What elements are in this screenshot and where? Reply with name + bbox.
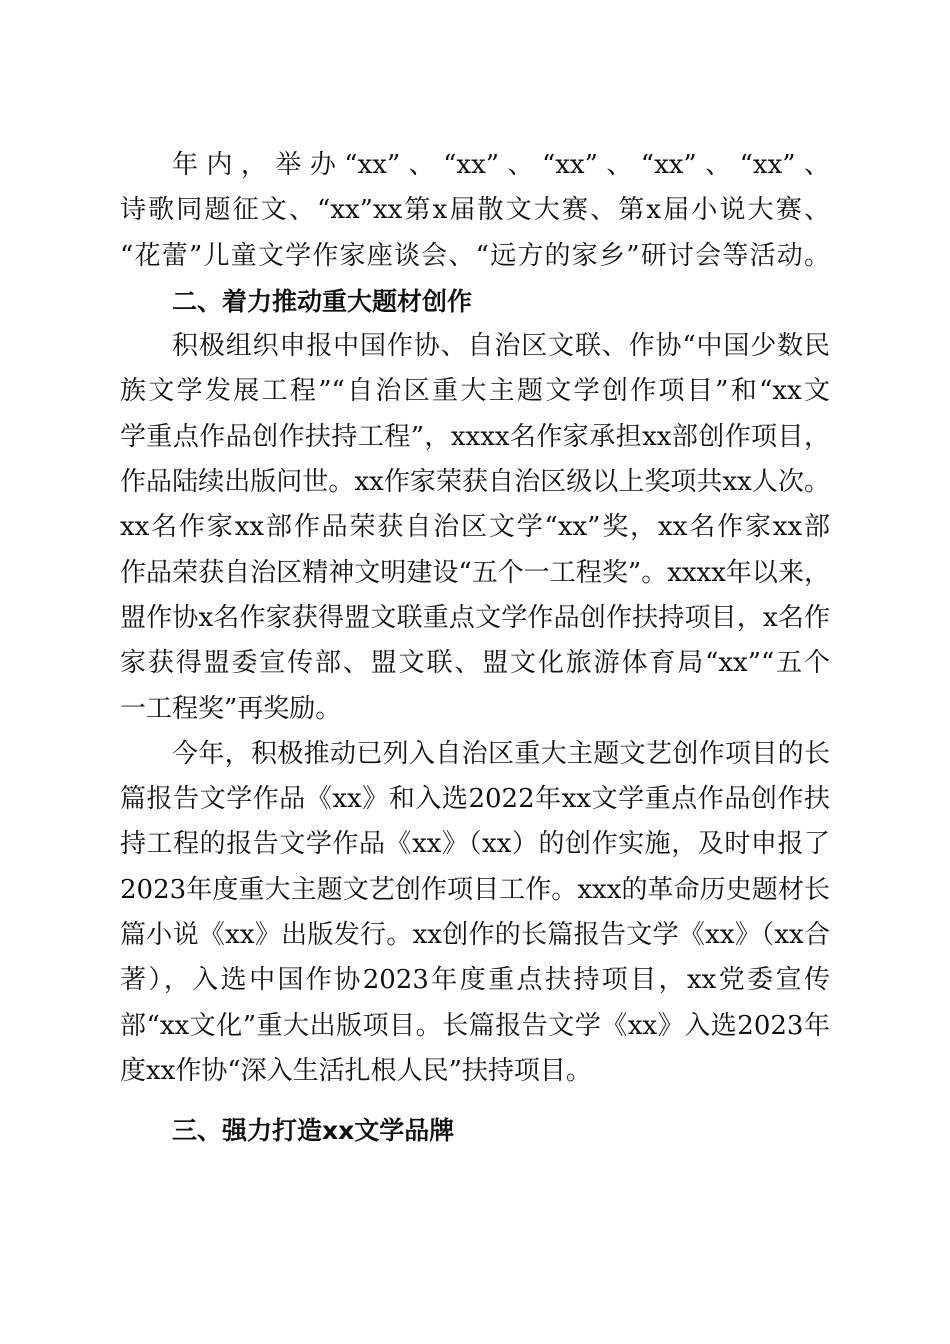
text-line: 度xx作协“深入生活扎根人民”扶持项目。 (120, 1055, 592, 1086)
document-body (120, 143, 830, 1154)
paragraph-activities (120, 143, 830, 279)
paragraph-major-works (120, 324, 830, 732)
text-line: 持工程的报告文学作品《xx》（xx）的创作实施，及时申报了 (120, 829, 830, 860)
text-line: 盟作协x名作家获得盟文联重点文学作品创作扶持项目，x名作 (120, 602, 830, 633)
text-line: 2023年度重大主题文艺创作项目工作。xxx的革命历史题材长 (120, 874, 830, 905)
text-line: 作品荣获自治区精神文明建设“五个一工程奖”。xxxx年以来， (120, 557, 830, 588)
text-line: 今年，积极推动已列入自治区重大主题文艺创作项目的长 (172, 738, 830, 769)
section-heading-3: 三、强力打造xx文学品牌 (172, 1116, 455, 1146)
text-line: 族文学发展工程”“自治区重大主题文学创作项目”和“xx文 (120, 376, 830, 407)
text-line: 篇报告文学作品《xx》和入选2022年xx文学重点作品创作扶 (120, 784, 830, 815)
text-line: 学重点作品创作扶持工程”，xxxx名作家承担xx部创作项目， (120, 421, 830, 452)
text-line: 诗歌同题征文、“xx”xx第x届散文大赛、第x届小说大赛、 (120, 195, 830, 226)
text-line: 著），入选中国作协2023年度重点扶持项目，xx党委宣传 (120, 965, 830, 996)
text-line: “花蕾”儿童文学作家座谈会、“远方的家乡”研讨会等活动。 (120, 240, 830, 271)
text-line: 家获得盟委宣传部、盟文联、盟文化旅游体育局“xx”“五个 (120, 648, 830, 679)
text-line: 作品陆续出版问世。xx作家荣获自治区级以上奖项共xx人次。 (120, 467, 830, 498)
text-line: 积极组织申报中国作协、自治区文联、作协“中国少数民 (172, 331, 830, 362)
text-line: xx名作家xx部作品荣获自治区文学“xx”奖，xx名作家xx部 (120, 512, 830, 543)
text-line: 篇小说《xx》出版发行。xx创作的长篇报告文学《xx》（xx合 (120, 920, 830, 951)
text-line: 年内，举办“xx”、“xx”、“xx”、“xx”、“xx”、 (172, 150, 830, 180)
paragraph-this-year (120, 732, 830, 1094)
text-line: 一工程奖”再奖励。 (120, 693, 342, 724)
section-heading-2: 二、着力推动重大题材创作 (172, 286, 473, 316)
text-line: 部“xx文化”重大出版项目。长篇报告文学《xx》入选2023年 (120, 1010, 830, 1041)
